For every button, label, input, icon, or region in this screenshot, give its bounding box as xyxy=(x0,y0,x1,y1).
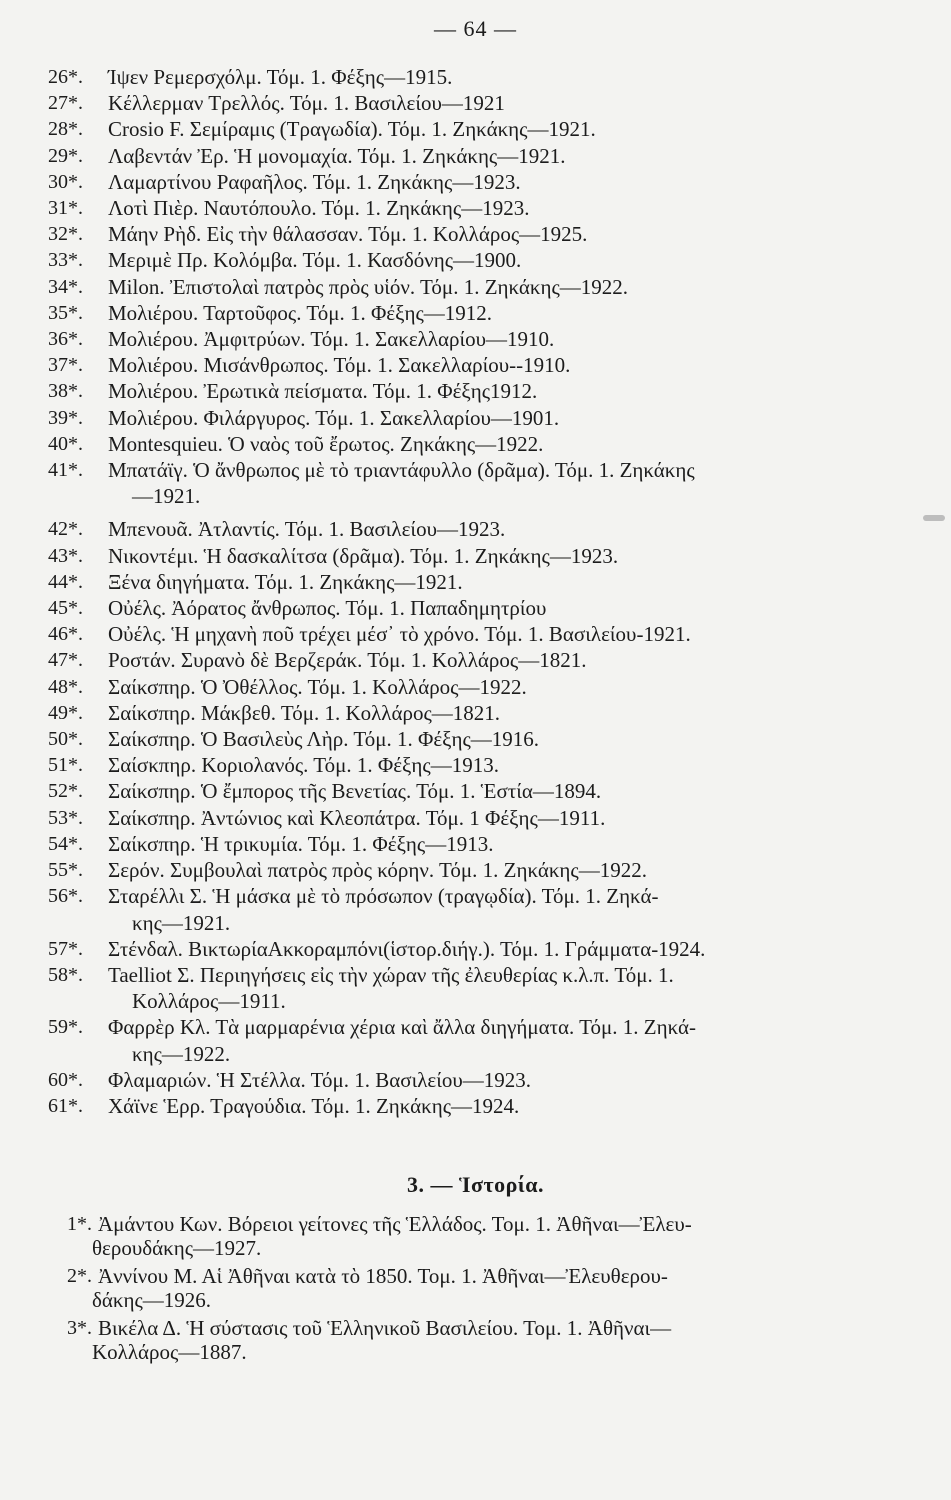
entry-line: Μολιέρου. Ταρτοῦφος. Τόμ. 1. Φέξης—1912. xyxy=(108,300,493,325)
entry-text xyxy=(108,595,898,621)
entry-number: 51*. xyxy=(48,754,83,777)
entry-number: 1*. xyxy=(67,1213,92,1235)
entry-text xyxy=(108,169,898,195)
entry-number: 29*. xyxy=(48,144,83,167)
entry-number: 34*. xyxy=(48,275,83,298)
entry-line: Οὐέλς. Ἡ μηχανὴ ποῦ τρέχει μέσ᾽ τὸ χρόνο. Τόμ. 1. Βασιλείου-1921. xyxy=(108,622,691,647)
entry-text xyxy=(108,64,898,90)
entry-number: 30*. xyxy=(48,170,83,193)
history-list xyxy=(48,1212,888,1368)
entry-number: 43*. xyxy=(48,544,83,567)
entry-text xyxy=(108,378,898,404)
catalog-entry xyxy=(48,831,898,857)
entry-number: 38*. xyxy=(48,380,83,403)
catalog-entry xyxy=(48,1316,888,1364)
catalog-entry xyxy=(48,700,898,726)
entry-text xyxy=(108,1067,898,1093)
section-heading: 3. — Ἱστορία. xyxy=(407,1172,544,1197)
entry-number: 46*. xyxy=(48,623,83,646)
entry-text xyxy=(108,143,898,169)
catalog-entry xyxy=(48,936,898,962)
entry-text xyxy=(108,326,898,352)
entry-line: Μάην Ρὴδ. Εἰς τὴν θάλασσαν. Τόμ. 1. Κολλάρος—1925. xyxy=(108,222,588,247)
catalog-entry xyxy=(48,143,898,169)
catalog-entry xyxy=(48,195,898,221)
entry-number: 45*. xyxy=(48,597,83,620)
entry-number: 31*. xyxy=(48,197,83,220)
entry-number: 53*. xyxy=(48,806,83,829)
entry-line: Crosio F. Σεμίραμις (Τραγωδία). Τόμ. 1. Ζηκάκης—1921. xyxy=(108,117,596,142)
entry-text xyxy=(108,431,898,457)
entry-line: Μπατάϊγ. Ὁ ἄνθρωπος μὲ τὸ τριαντάφυλλο (δρᾶμα). Τόμ. 1. Ζηκάκης xyxy=(108,458,695,483)
entry-line: Νικοντέμι. Ἡ δασκαλίτσα (δρᾶμα). Τόμ. 1. Ζηκάκης—1923. xyxy=(108,543,619,568)
entry-continuation: Κολλάρος—1887. xyxy=(92,1340,247,1364)
entry-line: Βικέλα Δ. Ἡ σύστασις τοῦ Ἑλληνικοῦ Βασιλείου. Τομ. 1. Ἀθῆναι— xyxy=(98,1316,672,1340)
entry-text xyxy=(108,195,898,221)
entry-number: 33*. xyxy=(48,249,83,272)
entry-text xyxy=(108,936,898,962)
entry-text xyxy=(108,778,898,804)
catalog-entry xyxy=(48,1014,898,1066)
catalog-entry xyxy=(48,1067,898,1093)
catalog-entry xyxy=(48,221,898,247)
catalog-entry xyxy=(48,64,898,90)
catalog-entry xyxy=(48,300,898,326)
entry-line: Montesquieu. Ὁ ναὸς τοῦ ἔρωτος. Ζηκάκης—1922. xyxy=(108,431,544,456)
catalog-entry xyxy=(48,116,898,142)
entry-number: 32*. xyxy=(48,223,83,246)
entry-text xyxy=(108,543,898,569)
entry-text xyxy=(108,90,898,116)
entry-number: 36*. xyxy=(48,328,83,351)
catalog-entry xyxy=(48,962,898,1014)
entry-line: Φλαμαριών. Ἡ Στέλλα. Τόμ. 1. Βασιλείου—1923. xyxy=(108,1067,532,1092)
entry-line: Σαίκσπηρ. Ὁ Βασιλεὺς Λὴρ. Τόμ. 1. Φέξης—1916. xyxy=(108,727,540,752)
entry-line: Σαίκσπηρ. Ὁ ἔμπορος τῆς Βενετίας. Τόμ. 1. Ἑστία—1894. xyxy=(108,779,602,804)
catalog-entry xyxy=(48,621,898,647)
entry-line: Σαίκσπηρ. Ἡ τρικυμία. Τόμ. 1. Φέξης—1913. xyxy=(108,831,494,856)
catalog-entry xyxy=(48,326,898,352)
catalog-entry xyxy=(48,378,898,404)
entry-number: 49*. xyxy=(48,701,83,724)
entry-continuation: κης—1921. xyxy=(132,910,231,935)
entry-text xyxy=(108,352,898,378)
entry-number: 42*. xyxy=(48,518,83,541)
entry-text xyxy=(108,300,898,326)
catalog-entry xyxy=(48,1093,898,1119)
entry-line: Milon. Ἐπιστολαὶ πατρὸς πρὸς υἱόν. Τόμ. 1. Ζηκάκης—1922. xyxy=(108,274,629,299)
entry-text xyxy=(92,1316,888,1364)
entry-line: Ξένα διηγήματα. Τόμ. 1. Ζηκάκης—1921. xyxy=(108,569,463,594)
entry-number: 28*. xyxy=(48,118,83,141)
entry-text xyxy=(92,1212,888,1260)
entry-line: Χάϊνε Ἑρρ. Τραγούδια. Τόμ. 1. Ζηκάκης—1924. xyxy=(108,1093,520,1118)
entry-text xyxy=(108,569,898,595)
catalog-entry xyxy=(48,569,898,595)
entry-number: 26*. xyxy=(48,66,83,88)
entry-number: 58*. xyxy=(48,963,83,986)
entry-line: Σαίκσπηρ. Ὁ Ὀθέλλος. Τόμ. 1. Κολλάρος—1922. xyxy=(108,674,527,699)
entry-line: Ροστάν. Συρανὸ δὲ Βερζεράκ. Τόμ. 1. Κολλάρος—1821. xyxy=(108,648,587,673)
entry-line: Σερόν. Συμβουλαὶ πατρὸς πρὸς κόρην. Τόμ. 1. Ζηκάκης—1922. xyxy=(108,858,647,883)
entry-text xyxy=(108,621,898,647)
catalog-entry xyxy=(48,595,898,621)
entry-line: Φαρρὲρ Κλ. Τὰ μαρμαρένια χέρια καὶ ἄλλα διηγήματα. Τόμ. 1. Ζηκά- xyxy=(108,1015,696,1040)
entry-line: Ἀννίνου Μ. Αἱ Ἀθῆναι κατὰ τὸ 1850. Τομ. 1. Ἀθῆναι—Ἐλευθερου- xyxy=(98,1264,668,1288)
entry-text xyxy=(108,647,898,673)
entry-text xyxy=(108,221,898,247)
entry-line: Οὐέλς. Ἀόρατος ἄνθρωπος. Τόμ. 1. Παπαδημητρίου xyxy=(108,596,547,621)
catalog-entry xyxy=(48,726,898,752)
entry-line: Μπενουᾶ. Ἀτλαντίς. Τόμ. 1. Βασιλείου—1923. xyxy=(108,517,506,542)
catalog-entry xyxy=(48,457,898,509)
entry-line: Μολιέρου. Ἀμφιτρύων. Τόμ. 1. Σακελλαρίου—1910. xyxy=(108,327,555,352)
entry-line: Ίψεν Ρεμερσχόλμ. Τόμ. 1. Φέξης—1915. xyxy=(108,65,453,89)
entry-text xyxy=(108,516,898,542)
catalog-entry xyxy=(48,778,898,804)
catalog-entry xyxy=(48,247,898,273)
catalog-entry xyxy=(48,431,898,457)
entry-text xyxy=(108,274,898,300)
catalog-entry xyxy=(48,352,898,378)
catalog-entry xyxy=(48,1264,888,1312)
entry-line: Λοτὶ Πιὲρ. Ναυτόπουλο. Τόμ. 1. Ζηκάκης—1923. xyxy=(108,196,530,221)
entry-line: Στένδαλ. ΒικτωρίαΑκκοραμπόνι(ἱστορ.διήγ.). Τόμ. 1. Γράμματα-1924. xyxy=(108,936,706,961)
entry-number: 59*. xyxy=(48,1016,83,1039)
entry-number: 57*. xyxy=(48,937,83,960)
entry-text xyxy=(108,700,898,726)
entry-text xyxy=(108,726,898,752)
entry-line: Taelliot Σ. Περιηγήσεις εἰς τὴν χώραν τῆς ἐλευθερίας κ.λ.π. Τόμ. 1. xyxy=(108,962,674,987)
entry-continuation: κης—1922. xyxy=(132,1041,231,1066)
entry-text xyxy=(108,805,898,831)
entry-number: 61*. xyxy=(48,1094,83,1117)
entry-text xyxy=(108,247,898,273)
entry-text xyxy=(108,752,898,778)
entry-line: Λαμαρτίνου Ραφαῆλος. Τόμ. 1. Ζηκάκης—1923. xyxy=(108,169,521,194)
entry-text xyxy=(108,883,898,935)
catalog-entry xyxy=(48,90,898,116)
catalog-entry xyxy=(48,752,898,778)
catalog-entry xyxy=(48,169,898,195)
entry-number: 55*. xyxy=(48,859,83,882)
catalog-entry xyxy=(48,405,898,431)
entry-line: Σαίσκπηρ. Κοριολανός. Τόμ. 1. Φέξης—1913. xyxy=(108,753,499,778)
entry-number: 35*. xyxy=(48,301,83,324)
entry-text xyxy=(108,962,898,1014)
catalog-entry xyxy=(48,274,898,300)
entry-number: 54*. xyxy=(48,832,83,855)
entry-line: Μολιέρου. Ἐρωτικὰ πείσματα. Τόμ. 1. Φέξης1912. xyxy=(108,379,538,404)
entry-line: Κέλλερμαν Τρελλός. Τόμ. 1. Βασιλείου—1921 xyxy=(108,91,505,116)
entry-line: Μολιέρου. Φιλάργυρος. Τόμ. 1. Σακελλαρίου—1901. xyxy=(108,405,560,430)
catalog-entry xyxy=(48,674,898,700)
entry-number: 56*. xyxy=(48,885,83,908)
entry-number: 50*. xyxy=(48,728,83,751)
entry-line: Σαίκσπηρ. Μάκβεθ. Τόμ. 1. Κολλάρος—1821. xyxy=(108,700,501,725)
print-smudge xyxy=(923,515,945,521)
entry-text xyxy=(108,857,898,883)
entry-line: Σαίκσπηρ. Ἀντώνιος καὶ Κλεοπάτρα. Τόμ. 1 Φέξης—1911. xyxy=(108,805,606,830)
catalog-entry xyxy=(48,857,898,883)
entry-number: 40*. xyxy=(48,432,83,455)
entry-continuation: δάκης—1926. xyxy=(92,1288,212,1312)
entry-continuation: —1921. xyxy=(132,484,201,509)
catalog-entry xyxy=(48,805,898,831)
entry-number: 27*. xyxy=(48,92,83,115)
entry-number: 47*. xyxy=(48,649,83,672)
entry-line: Ἀμάντου Κων. Βόρειοι γείτονες τῆς Ἑλλάδος. Τομ. 1. Ἀθῆναι—Ἐλευ- xyxy=(98,1212,692,1236)
entry-text xyxy=(108,674,898,700)
entry-number: 2*. xyxy=(67,1265,92,1287)
page-number: — 64 — xyxy=(434,16,517,41)
entry-text xyxy=(108,405,898,431)
entry-number: 37*. xyxy=(48,354,83,377)
entry-number: 41*. xyxy=(48,459,83,482)
entry-text xyxy=(108,457,898,509)
entry-continuation: Κολλάρος—1911. xyxy=(132,989,286,1014)
entry-text xyxy=(92,1264,888,1312)
catalog-entry xyxy=(48,883,898,935)
entry-number: 48*. xyxy=(48,675,83,698)
entry-line: Σταρέλλι Σ. Ἡ μάσκα μὲ τὸ πρόσωπον (τραγῳδία). Τόμ. 1. Ζηκά- xyxy=(108,884,659,909)
catalog-entry xyxy=(48,647,898,673)
entry-number: 39*. xyxy=(48,406,83,429)
catalog-list xyxy=(48,64,898,1119)
entry-number: 3*. xyxy=(67,1317,92,1339)
catalog-entry xyxy=(48,516,898,542)
entry-text xyxy=(108,1093,898,1119)
entry-continuation: θερουδάκης—1927. xyxy=(92,1236,262,1260)
entry-line: Λαβεντάν Ἐρ. Ἡ μονομαχία. Τόμ. 1. Ζηκάκης—1921. xyxy=(108,143,566,168)
entry-number: 60*. xyxy=(48,1068,83,1091)
catalog-entry xyxy=(48,543,898,569)
entry-text xyxy=(108,1014,898,1066)
catalog-entry xyxy=(48,1212,888,1260)
entry-number: 52*. xyxy=(48,780,83,803)
entry-line: Μολιέρου. Μισάνθρωπος. Τόμ. 1. Σακελλαρίου--1910. xyxy=(108,353,571,378)
entry-text xyxy=(108,116,898,142)
entry-line: Μεριμὲ Πρ. Κολόμβα. Τόμ. 1. Κασδόνης—1900. xyxy=(108,248,522,273)
entry-number: 44*. xyxy=(48,570,83,593)
entry-text xyxy=(108,831,898,857)
